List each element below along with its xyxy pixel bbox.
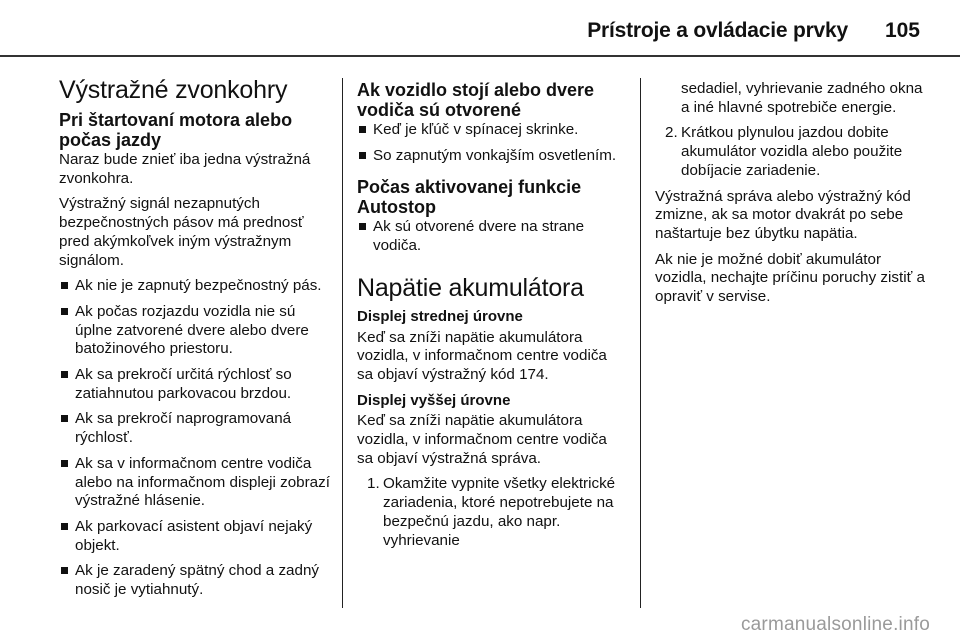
- subheading-autostop: Počas aktivovanej funkcie Autostop: [357, 177, 582, 218]
- section-heading-battery-voltage: Napätie akumulátora: [357, 273, 584, 302]
- subheading-vehicle-stationary: Ak vozidlo stojí alebo dvere vodiča sú otvorené: [357, 80, 595, 120]
- step-number: 1.: [367, 475, 380, 493]
- list-item: Keď je kľúč v spínacej skrinke.: [357, 121, 627, 140]
- list-item: Ak sa prekročí určitá rýchlosť so zatiahnutou parkovacou brzdou.: [59, 366, 331, 403]
- list-item: Ak sa prekročí naprogramovaná rýchlosť.: [59, 410, 331, 447]
- step-continuation: sedadiel, vyhrievanie zadného okna a iné hlavné spotrebiče energie.: [681, 80, 923, 116]
- bullet-list: [357, 218, 627, 255]
- bullet-list: [59, 277, 331, 600]
- paragraph: Ak nie je možné dobiť akumulátor vozidla, nechajte príčinu poruchy zistiť a opraviť v servise.: [655, 250, 925, 306]
- bullet-list: [357, 121, 627, 165]
- column-left: [59, 70, 331, 607]
- numbered-list: [655, 124, 927, 180]
- subheading-mid-level-display: Displej strednej úrovne: [357, 307, 523, 325]
- subheading-upper-level-display: Displej vyššej úrovne: [357, 391, 511, 409]
- list-item: Ak je zaradený spätný chod a zadný nosič je vytiahnutý.: [59, 562, 331, 599]
- paragraph: Naraz bude znieť iba jedna výstražná zvonkohra.: [59, 151, 311, 187]
- list-item: Ak počas rozjazdu vozidla nie sú úplne zatvorené dvere alebo dvere batožinového priestoru.: [59, 303, 331, 359]
- list-item: [655, 124, 927, 180]
- page-header: [0, 13, 960, 53]
- header-divider: [0, 55, 960, 57]
- list-item: Ak sú otvorené dvere na strane vodiča.: [357, 218, 627, 255]
- paragraph: Keď sa zníži napätie akumulátora vozidla, v informačnom centre vodiča sa objaví výstražná správa.: [357, 412, 607, 467]
- paragraph: Výstražná správa alebo výstražný kód zmizne, ak sa motor dvakrát po sebe naštartuje bez úbytku napätia.: [655, 187, 911, 242]
- paragraph: Výstražný signál nezapnutých bezpečnostných pásov má prednosť pred akýmkoľvek iným výstražnym signálom.: [59, 195, 304, 269]
- list-item: Ak nie je zapnutý bezpečnostný pás.: [59, 277, 331, 296]
- column-right: [655, 80, 927, 314]
- column-middle: [357, 80, 627, 557]
- section-heading-warning-chimes: Výstražné zvonkohry: [59, 76, 288, 104]
- column-divider-left: [342, 78, 343, 608]
- column-divider-right: [640, 78, 641, 608]
- list-item: [357, 475, 627, 550]
- step-text: Krátkou plynulou jazdou dobite akumulátor vozidla alebo použite dobíjacie zariadenie.: [681, 124, 903, 179]
- list-item: So zapnutým vonkajším osvetlením.: [357, 147, 627, 166]
- subheading-engine-start: Pri štartovaní motora alebo počas jazdy: [59, 110, 293, 150]
- paragraph: Keď sa zníži napätie akumulátora vozidla, v informačnom centre vodiča sa objaví výstražný kód 174.: [357, 328, 607, 383]
- watermark: carmanualsonline.info: [740, 614, 930, 635]
- chapter-title: Prístroje a ovládacie prvky: [587, 19, 848, 42]
- step-text: Okamžite vypnite všetky elektrické zariadenia, ktoré nepotrebujete na bezpečnú jazdu, ako napr. vyhrievanie: [383, 475, 616, 549]
- page-number: 105: [884, 19, 920, 42]
- list-item: Ak parkovací asistent objaví nejaký objekt.: [59, 518, 331, 555]
- numbered-list: [357, 475, 627, 550]
- step-number: 2.: [665, 124, 678, 142]
- list-item: Ak sa v informačnom centre vodiča alebo na informačnom displeji zobrazí výstražné hlásenie.: [59, 455, 331, 511]
